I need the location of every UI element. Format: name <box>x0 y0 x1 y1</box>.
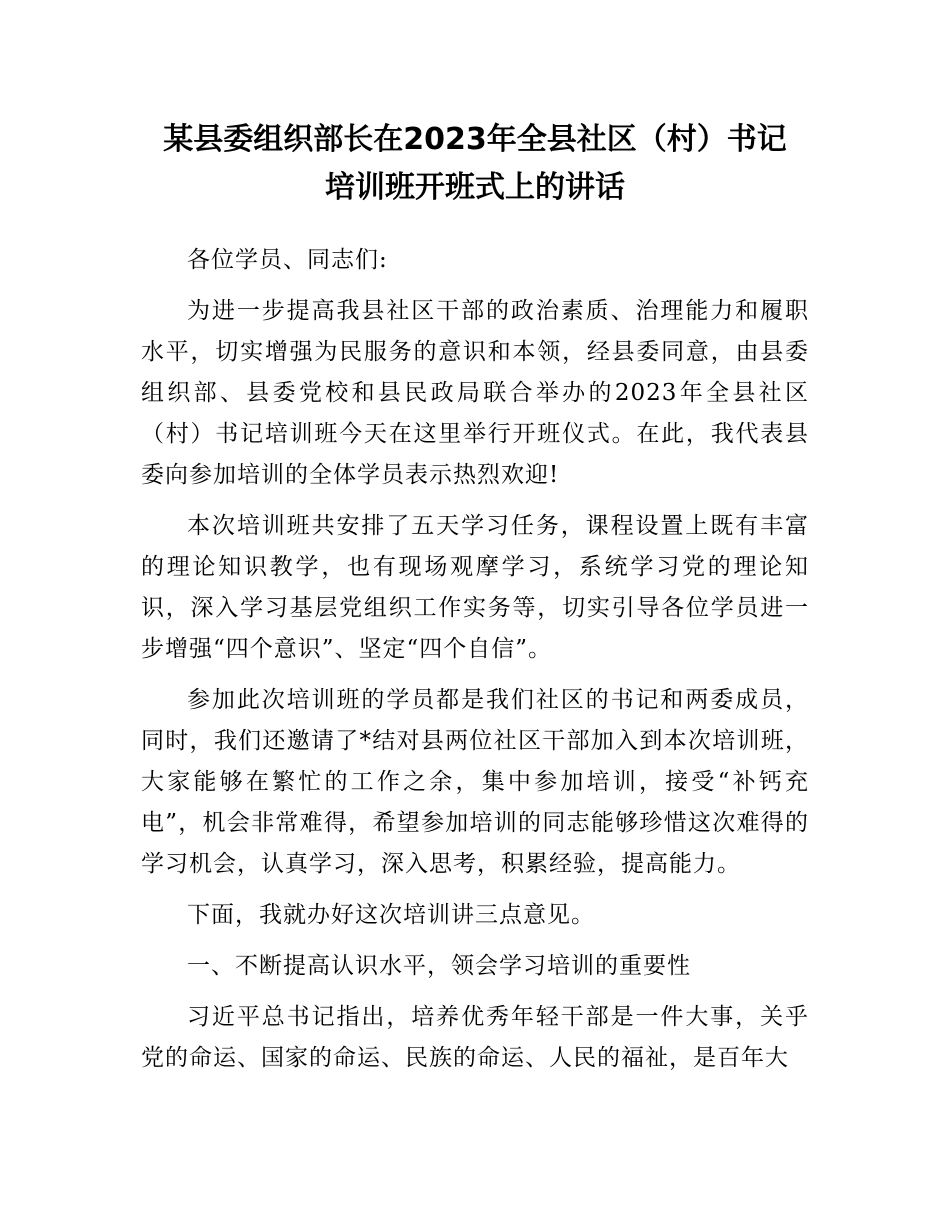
document-title <box>130 116 820 212</box>
section-heading-1: 一、不断提高认识水平，领会学习培训的重要性 <box>187 953 691 979</box>
paragraph-section-1: 习近平总书记指出，培养优秀年轻干部是一件大事，关乎党的命运、国家的命运、民族的命运、人民的福祉，是百年大 <box>141 1004 809 1071</box>
title-line-2: 培训班开班式上的讲话 <box>325 170 625 205</box>
paragraph-intro: 为进一步提高我县社区干部的政治素质、治理能力和履职水平，切实增强为民服务的意识和本领，经县委同意，由县委组织部、县委党校和县民政局联合举办的2023年全县社区（村）书记培训班今天在这里举行开班仪式。在此，我代表县委向参加培训的全体学员表示热烈欢迎! <box>141 298 809 488</box>
paragraph-schedule: 本次培训班共安排了五天学习任务，课程设置上既有丰富的理论知识教学，也有现场观摩学习，系统学习党的理论知识，深入学习基层党组织工作实务等，切实引导各位学员进一步增强“四个意识”、坚定“四个自信”。 <box>141 513 809 662</box>
paragraph-transition: 下面，我就办好这次培训讲三点意见。 <box>187 902 595 928</box>
paragraph-participants: 参加此次培训班的学员都是我们社区的书记和两委成员，同时，我们还邀请了*结对县两位社区干部加入到本次培训班，大家能够在繁忙的工作之余，集中参加培训，接受“补钙充电”，机会非常难得，希望参加培训的同志能够珍惜这次难得的学习机会，认真学习，深入思考，积累经验，提高能力。 <box>141 687 809 877</box>
title-line-1: 某县委组织部长在2023年全县社区（村）书记 <box>163 122 787 157</box>
document-body <box>141 240 809 1089</box>
salutation: 各位学员、同志们: <box>187 247 388 273</box>
